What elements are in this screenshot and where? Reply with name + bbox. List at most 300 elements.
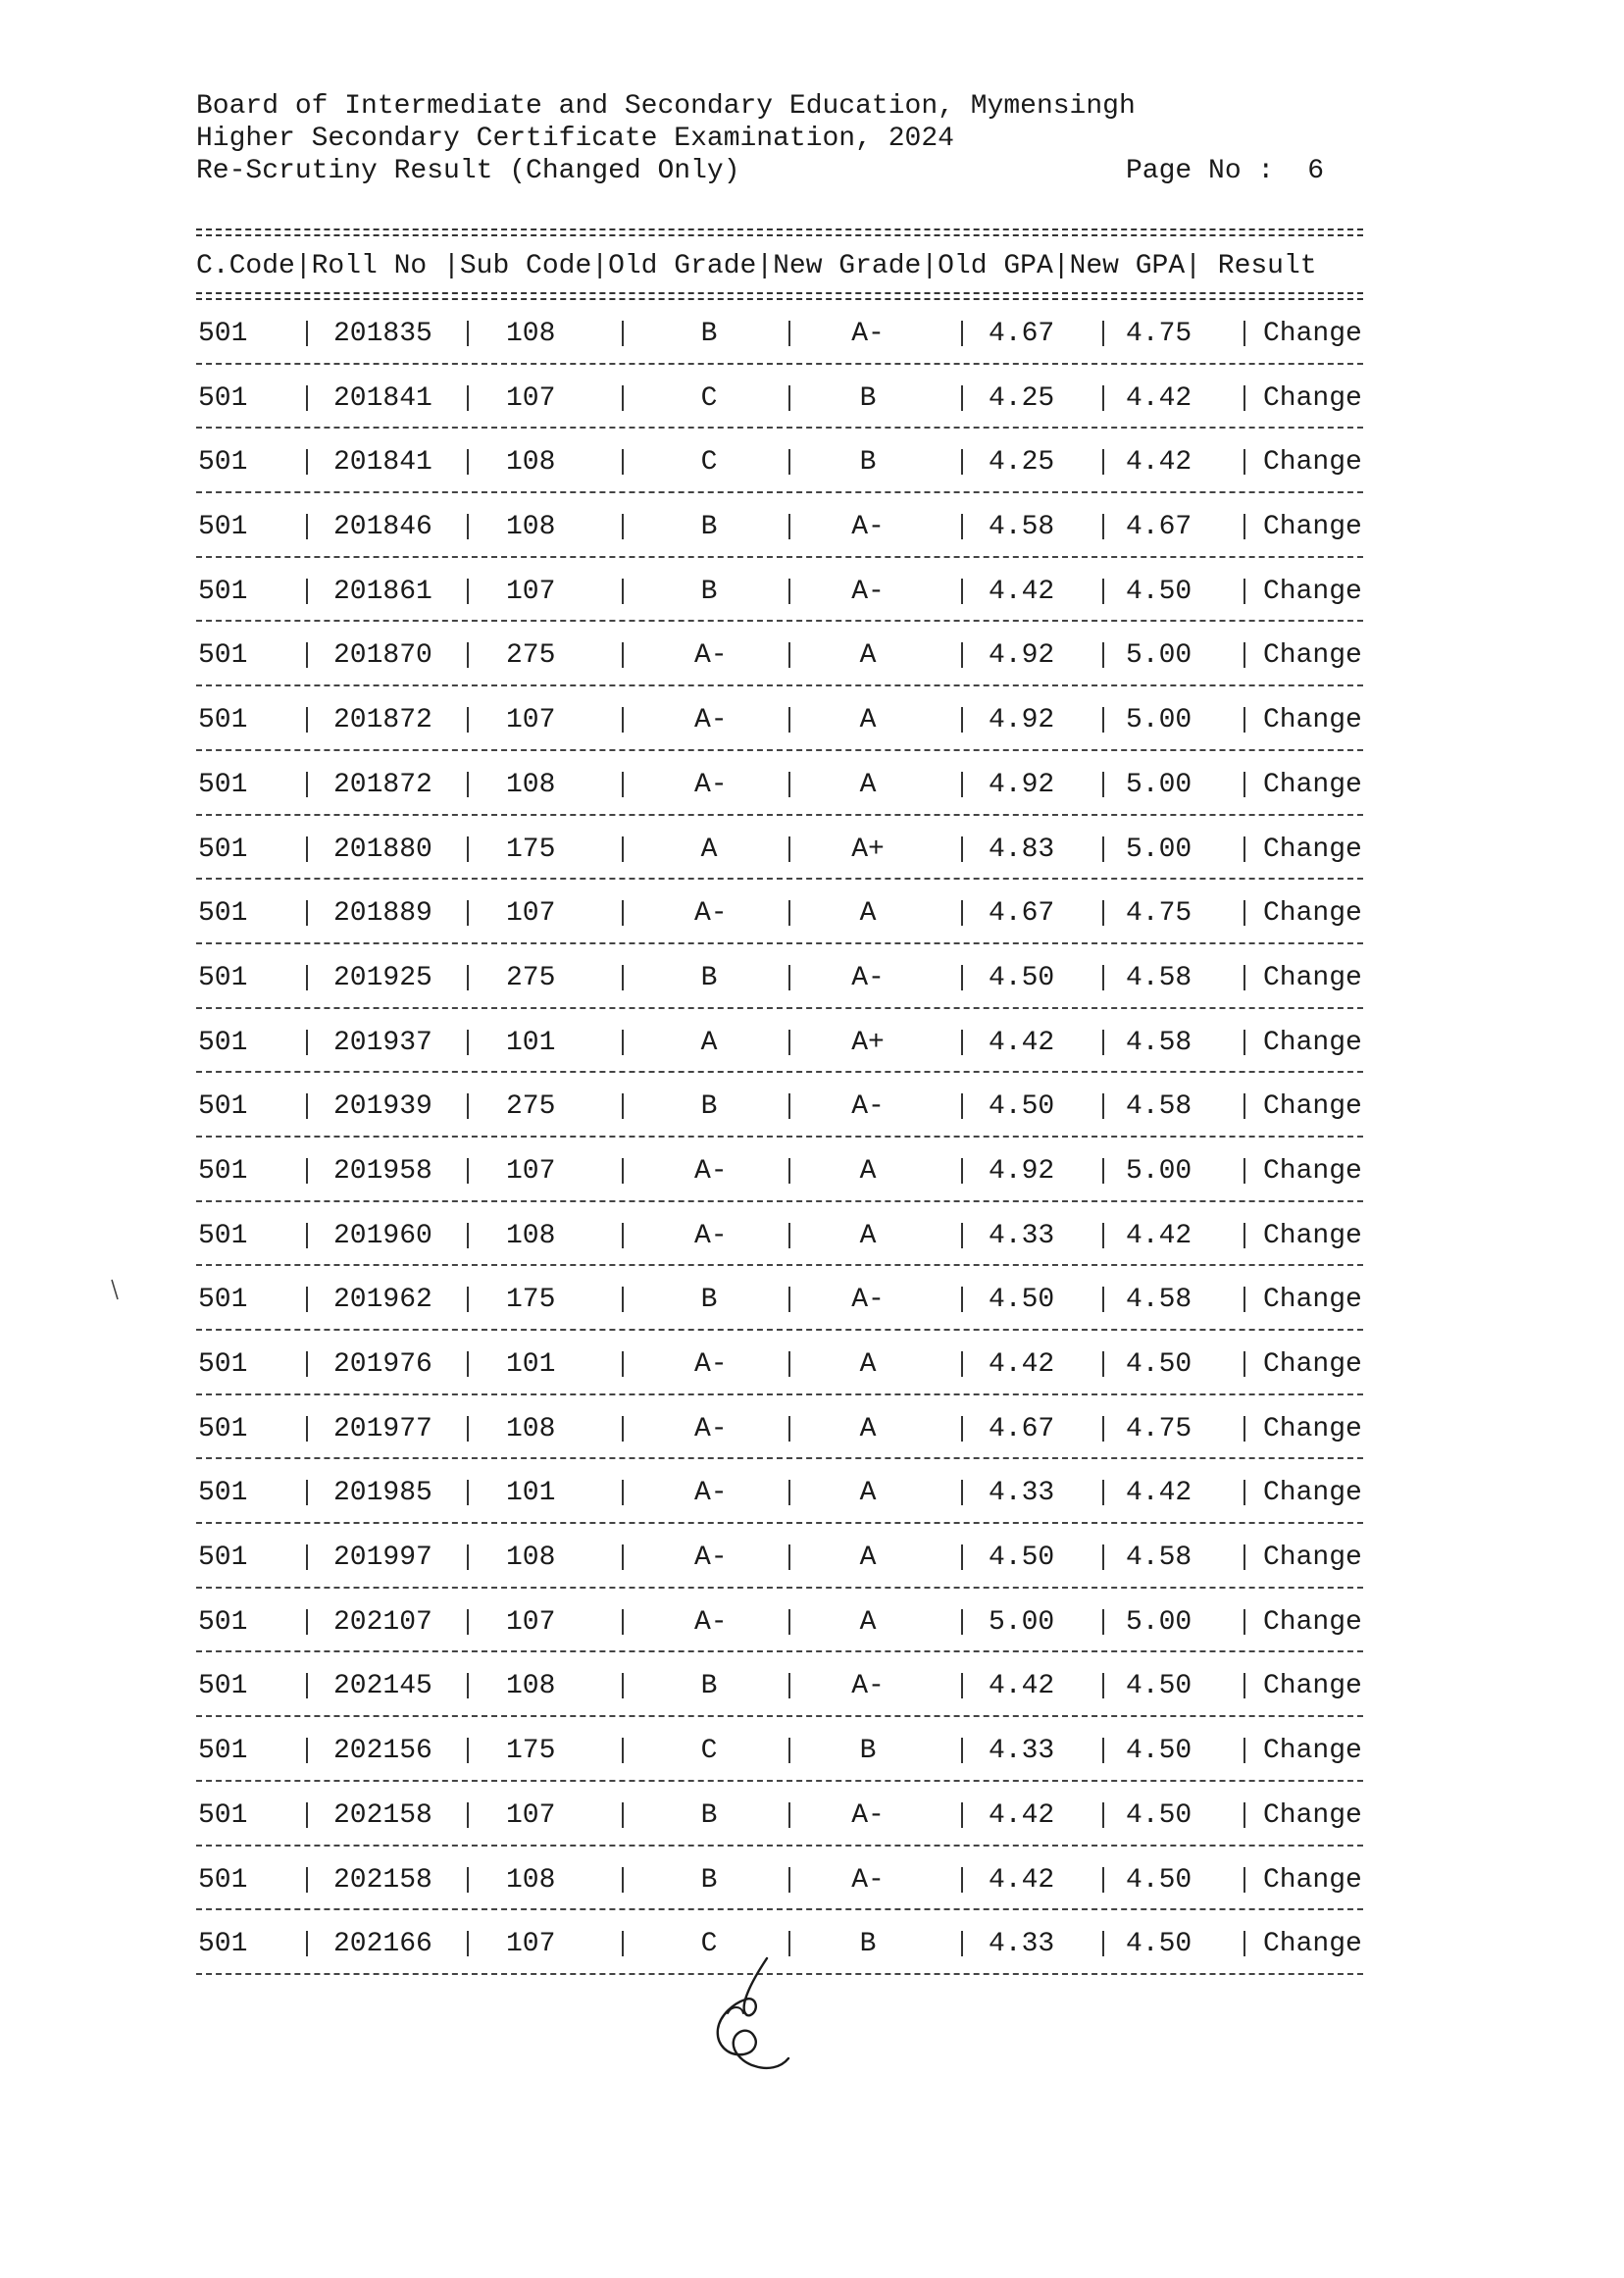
column-separator [788, 1544, 790, 1570]
column-separator [1102, 385, 1104, 411]
column-separator [788, 321, 790, 346]
column-separator [961, 579, 963, 604]
table-row [196, 1405, 1363, 1470]
row-divider [196, 1908, 1363, 1910]
roll-number: 201976 [333, 1349, 432, 1380]
table-row [196, 1598, 1363, 1663]
old-grade: A- [694, 1478, 728, 1509]
new-gpa: 4.58 [1126, 1285, 1193, 1316]
result-status: Change [1263, 640, 1362, 672]
column-separator [306, 1738, 308, 1763]
subject-code: 107 [506, 1929, 556, 1960]
old-gpa: 4.92 [989, 705, 1055, 736]
old-grade: A- [694, 1155, 728, 1187]
new-gpa: 5.00 [1126, 705, 1193, 736]
row-divider [196, 1136, 1363, 1138]
table-row [196, 954, 1363, 1019]
page-number: 6 [1307, 156, 1325, 186]
old-gpa: 4.33 [989, 1220, 1055, 1251]
column-separator [622, 1802, 624, 1828]
column-separator [961, 1931, 963, 1956]
result-status: Change [1263, 1478, 1362, 1509]
column-separator [306, 1093, 308, 1119]
new-grade: A- [851, 1864, 885, 1896]
course-code: 501 [198, 1543, 248, 1574]
new-grade: A- [851, 1799, 885, 1831]
result-status: Change [1263, 319, 1362, 349]
course-code: 501 [198, 1285, 248, 1316]
old-gpa: 4.67 [989, 319, 1055, 349]
new-grade: A [859, 1413, 877, 1444]
roll-number: 201889 [333, 898, 432, 930]
column-separator [622, 385, 624, 411]
result-status: Change [1263, 1220, 1362, 1251]
column-separator [622, 449, 624, 475]
column-separator [306, 772, 308, 797]
column-separator [467, 321, 469, 346]
column-separator [622, 707, 624, 733]
column-separator [961, 965, 963, 990]
old-grade: A- [694, 640, 728, 672]
column-separator [1243, 321, 1245, 346]
subject-code: 107 [506, 898, 556, 930]
table-row [196, 1212, 1363, 1277]
column-separator [788, 514, 790, 539]
subject-code: 101 [506, 1478, 556, 1509]
table-row [196, 310, 1363, 375]
table-row [196, 1469, 1363, 1534]
subject-code: 108 [506, 512, 556, 543]
old-grade: C [700, 1929, 718, 1960]
table-row [196, 1083, 1363, 1147]
subject-code: 108 [506, 1413, 556, 1444]
new-grade: A [859, 1478, 877, 1509]
subject-code: 108 [506, 1220, 556, 1251]
column-separator [467, 1867, 469, 1893]
column-separator [467, 1223, 469, 1248]
column-separator [961, 1802, 963, 1828]
new-gpa: 4.50 [1126, 1929, 1193, 1960]
column-separator [1102, 965, 1104, 990]
column-separator [467, 449, 469, 475]
table-row [196, 889, 1363, 954]
roll-number: 201937 [333, 1027, 432, 1058]
old-grade: B [700, 962, 718, 993]
column-separator [788, 1867, 790, 1893]
column-separator [622, 1867, 624, 1893]
old-gpa: 4.83 [989, 834, 1055, 865]
old-grade: B [700, 1799, 718, 1831]
column-separator [1243, 1738, 1245, 1763]
new-grade: A- [851, 1091, 885, 1123]
new-gpa: 4.42 [1126, 1478, 1193, 1509]
result-status: Change [1263, 1285, 1362, 1316]
new-grade: A- [851, 962, 885, 993]
roll-number: 202145 [333, 1671, 432, 1702]
column-separator [961, 385, 963, 411]
column-separator [306, 900, 308, 926]
course-code: 501 [198, 319, 248, 349]
column-separator [1102, 514, 1104, 539]
column-separator [961, 836, 963, 862]
roll-number: 201841 [333, 382, 432, 414]
page-number-label: Page No : [1126, 156, 1275, 186]
column-separator [961, 772, 963, 797]
roll-number: 201962 [333, 1285, 432, 1316]
old-gpa: 4.42 [989, 1864, 1055, 1896]
column-separator [961, 1480, 963, 1505]
column-separator [467, 900, 469, 926]
roll-number: 201841 [333, 447, 432, 479]
course-code: 501 [198, 898, 248, 930]
new-gpa: 4.58 [1126, 1543, 1193, 1574]
column-separator [1243, 1093, 1245, 1119]
course-code: 501 [198, 1349, 248, 1380]
new-gpa: 5.00 [1126, 834, 1193, 865]
column-separator [622, 579, 624, 604]
course-code: 501 [198, 1799, 248, 1831]
new-gpa: 4.75 [1126, 1413, 1193, 1444]
old-gpa: 4.33 [989, 1478, 1055, 1509]
table-row [196, 1662, 1363, 1727]
new-gpa: 5.00 [1126, 1155, 1193, 1187]
old-gpa: 4.50 [989, 1091, 1055, 1123]
column-separator [622, 1544, 624, 1570]
roll-number: 201870 [333, 640, 432, 672]
old-gpa: 4.50 [989, 1285, 1055, 1316]
old-gpa: 4.42 [989, 576, 1055, 607]
roll-number: 201985 [333, 1478, 432, 1509]
subject-code: 108 [506, 1864, 556, 1896]
column-separator [467, 1738, 469, 1763]
subject-code: 101 [506, 1349, 556, 1380]
subject-code: 175 [506, 1285, 556, 1316]
column-separator [306, 1802, 308, 1828]
old-grade: A- [694, 1606, 728, 1638]
column-separator [788, 1158, 790, 1184]
old-gpa: 4.42 [989, 1799, 1055, 1831]
subject-code: 107 [506, 705, 556, 736]
old-gpa: 5.00 [989, 1606, 1055, 1638]
column-separator [306, 514, 308, 539]
old-grade: C [700, 1736, 718, 1767]
column-separator [306, 1544, 308, 1570]
result-status: Change [1263, 898, 1362, 930]
column-separator [788, 1673, 790, 1698]
column-separator [1102, 1416, 1104, 1442]
column-separator [622, 321, 624, 346]
column-separator [622, 642, 624, 668]
column-separator [306, 836, 308, 862]
table-row [196, 1276, 1363, 1341]
column-separator [1243, 1030, 1245, 1055]
column-separator [467, 836, 469, 862]
column-separator [1102, 900, 1104, 926]
column-separator [961, 707, 963, 733]
column-separator [467, 1158, 469, 1184]
new-gpa: 4.75 [1126, 898, 1193, 930]
result-status: Change [1263, 1155, 1362, 1187]
column-separator [622, 965, 624, 990]
result-status: Change [1263, 1027, 1362, 1058]
new-gpa: 5.00 [1126, 640, 1193, 672]
new-grade: A- [851, 576, 885, 607]
roll-number: 201835 [333, 319, 432, 349]
column-separator [622, 514, 624, 539]
row-divider [196, 1587, 1363, 1589]
subject-code: 107 [506, 576, 556, 607]
column-separator [622, 836, 624, 862]
result-status: Change [1263, 447, 1362, 479]
new-grade: A [859, 640, 877, 672]
column-separator [788, 1480, 790, 1505]
old-gpa: 4.92 [989, 1155, 1055, 1187]
old-grade: A- [694, 769, 728, 800]
table-row [196, 503, 1363, 568]
new-gpa: 4.42 [1126, 1220, 1193, 1251]
result-status: Change [1263, 1864, 1362, 1896]
column-separator [1243, 1673, 1245, 1698]
column-separator [306, 1480, 308, 1505]
column-separator [306, 1030, 308, 1055]
column-separator [1102, 836, 1104, 862]
roll-number: 201960 [333, 1220, 432, 1251]
new-grade: A+ [851, 1027, 885, 1058]
old-gpa: 4.50 [989, 962, 1055, 993]
column-separator [622, 1931, 624, 1956]
new-gpa: 4.50 [1126, 576, 1193, 607]
table-row [196, 1534, 1363, 1598]
new-grade: B [859, 1929, 877, 1960]
table-row [196, 568, 1363, 633]
result-table [196, 310, 1363, 1985]
column-separator [1243, 772, 1245, 797]
old-gpa: 4.33 [989, 1736, 1055, 1767]
new-grade: A [859, 705, 877, 736]
old-grade: B [700, 1091, 718, 1123]
column-separator [622, 1158, 624, 1184]
column-separator [1102, 1673, 1104, 1698]
column-separator [961, 1287, 963, 1312]
result-status: Change [1263, 1091, 1362, 1123]
column-separator [1102, 1093, 1104, 1119]
column-separator [788, 707, 790, 733]
new-grade: A [859, 1543, 877, 1574]
course-code: 501 [198, 705, 248, 736]
column-separator [306, 642, 308, 668]
column-separator [961, 321, 963, 346]
column-separator [1102, 1223, 1104, 1248]
column-separator [788, 1351, 790, 1377]
column-separator [788, 1931, 790, 1956]
column-separator [467, 1416, 469, 1442]
column-separator [1102, 1802, 1104, 1828]
old-gpa: 4.50 [989, 1543, 1055, 1574]
result-status: Change [1263, 705, 1362, 736]
roll-number: 202166 [333, 1929, 432, 1960]
column-separator [622, 1287, 624, 1312]
row-divider [196, 814, 1363, 816]
new-gpa: 4.67 [1126, 512, 1193, 543]
row-divider [196, 1264, 1363, 1266]
exam-title: Higher Secondary Certificate Examination, 2024 [196, 124, 954, 154]
result-status: Change [1263, 1349, 1362, 1380]
row-divider [196, 491, 1363, 493]
new-grade: A [859, 898, 877, 930]
subject-code: 108 [506, 1543, 556, 1574]
column-separator [1243, 514, 1245, 539]
result-status: Change [1263, 1606, 1362, 1638]
course-code: 501 [198, 1864, 248, 1896]
column-separator [1102, 1931, 1104, 1956]
new-grade: A [859, 1220, 877, 1251]
old-gpa: 4.25 [989, 382, 1055, 414]
new-grade: A- [851, 1285, 885, 1316]
table-row [196, 1147, 1363, 1212]
row-divider [196, 1457, 1363, 1459]
column-separator [306, 1287, 308, 1312]
new-grade: A- [851, 1671, 885, 1702]
course-code: 501 [198, 962, 248, 993]
column-separator [306, 1223, 308, 1248]
row-divider [196, 749, 1363, 751]
roll-number: 202156 [333, 1736, 432, 1767]
column-separator [1243, 1351, 1245, 1377]
column-separator [1102, 1480, 1104, 1505]
row-divider [196, 1071, 1363, 1073]
column-separator [788, 772, 790, 797]
result-status: Change [1263, 1543, 1362, 1574]
result-status: Change [1263, 1413, 1362, 1444]
old-grade: A [700, 1027, 718, 1058]
row-divider [196, 1780, 1363, 1782]
course-code: 501 [198, 769, 248, 800]
subject-code: 275 [506, 640, 556, 672]
roll-number: 202107 [333, 1606, 432, 1638]
course-code: 501 [198, 1155, 248, 1187]
column-separator [622, 1093, 624, 1119]
column-separator [1243, 1544, 1245, 1570]
new-grade: A [859, 769, 877, 800]
column-separator [1243, 965, 1245, 990]
column-separator [1243, 579, 1245, 604]
column-separator [467, 1544, 469, 1570]
column-separator [961, 1030, 963, 1055]
board-name: Board of Intermediate and Secondary Education, Mymensingh [196, 91, 1136, 122]
row-divider [196, 1715, 1363, 1717]
column-separator [306, 449, 308, 475]
column-separator [1243, 1867, 1245, 1893]
result-status: Change [1263, 962, 1362, 993]
column-separator [1102, 1867, 1104, 1893]
column-separator [1102, 1287, 1104, 1312]
column-separator [1243, 1416, 1245, 1442]
column-separator [622, 1030, 624, 1055]
row-divider [196, 878, 1363, 880]
course-code: 501 [198, 1413, 248, 1444]
roll-number: 201880 [333, 834, 432, 865]
column-separator [306, 385, 308, 411]
column-separator [622, 1480, 624, 1505]
roll-number: 201997 [333, 1543, 432, 1574]
column-separator [1243, 642, 1245, 668]
new-gpa: 4.50 [1126, 1671, 1193, 1702]
new-gpa: 4.42 [1126, 382, 1193, 414]
course-code: 501 [198, 834, 248, 865]
column-separator [1243, 449, 1245, 475]
result-status: Change [1263, 576, 1362, 607]
roll-number: 201872 [333, 705, 432, 736]
column-separator [1102, 1351, 1104, 1377]
subject-code: 175 [506, 834, 556, 865]
roll-number: 201872 [333, 769, 432, 800]
column-separator [306, 1867, 308, 1893]
column-separator [306, 1673, 308, 1698]
roll-number: 201846 [333, 512, 432, 543]
roll-number: 201861 [333, 576, 432, 607]
new-gpa: 4.50 [1126, 1349, 1193, 1380]
row-divider [196, 556, 1363, 558]
new-gpa: 4.50 [1126, 1864, 1193, 1896]
row-divider [196, 1200, 1363, 1202]
column-separator [306, 1609, 308, 1635]
column-separator [1102, 579, 1104, 604]
old-grade: B [700, 576, 718, 607]
subject-code: 107 [506, 1799, 556, 1831]
new-gpa: 4.58 [1126, 1091, 1193, 1123]
column-separator [306, 1351, 308, 1377]
old-grade: A- [694, 898, 728, 930]
stray-pen-mark-icon [110, 1278, 120, 1301]
row-divider [196, 1329, 1363, 1331]
column-separator [1102, 707, 1104, 733]
column-separator [1243, 1158, 1245, 1184]
column-separator [467, 514, 469, 539]
subject-code: 108 [506, 319, 556, 349]
column-separator [1243, 1480, 1245, 1505]
old-grade: A [700, 834, 718, 865]
course-code: 501 [198, 1027, 248, 1058]
subject-code: 275 [506, 962, 556, 993]
table-row [196, 1019, 1363, 1084]
roll-number: 201939 [333, 1091, 432, 1123]
table-row [196, 1727, 1363, 1792]
result-status: Change [1263, 512, 1362, 543]
column-separator [961, 1544, 963, 1570]
row-divider [196, 1845, 1363, 1847]
old-grade: B [700, 512, 718, 543]
column-separator [961, 1738, 963, 1763]
column-separator [1243, 707, 1245, 733]
column-separator [1102, 449, 1104, 475]
old-gpa: 4.58 [989, 512, 1055, 543]
column-separator [788, 965, 790, 990]
course-code: 501 [198, 447, 248, 479]
old-grade: A- [694, 1349, 728, 1380]
row-divider [196, 1650, 1363, 1652]
column-separator [961, 642, 963, 668]
column-separator [622, 1609, 624, 1635]
handwritten-signature-icon [698, 1956, 806, 2084]
result-status: Change [1263, 1671, 1362, 1702]
column-separator [788, 449, 790, 475]
row-divider [196, 620, 1363, 622]
new-gpa: 4.58 [1126, 1027, 1193, 1058]
subject-code: 108 [506, 447, 556, 479]
new-grade: A- [851, 512, 885, 543]
new-gpa: 5.00 [1126, 769, 1193, 800]
result-status: Change [1263, 1799, 1362, 1831]
